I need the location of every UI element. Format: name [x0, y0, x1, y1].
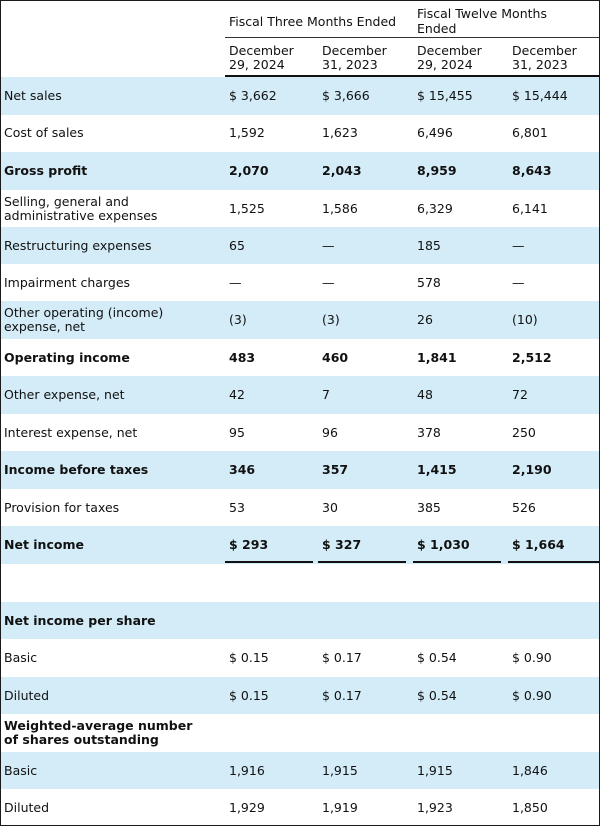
row-value-col-4: $ 0.90: [512, 650, 552, 665]
table-row: [1, 152, 599, 190]
row-value-col-2: 2,043: [322, 163, 362, 178]
row-value-col-2: 1,915: [322, 762, 358, 778]
row-value-col-1: 42: [229, 387, 245, 402]
row-value-col-3: 8,959: [417, 163, 457, 178]
table-row: [1, 190, 599, 227]
row-label: Net income per share: [4, 612, 156, 628]
table-row: [1, 639, 599, 677]
row-label: Selling, general and administrative expenses: [4, 193, 158, 223]
row-label: Other expense, net: [4, 387, 125, 402]
row-label: Weighted-average number of shares outstanding: [4, 718, 193, 747]
row-value-col-3: 6,329: [417, 200, 453, 216]
table-row: [1, 564, 599, 602]
row-value-col-2: 1,586: [322, 200, 358, 216]
row-value-col-1: 1,916: [229, 762, 265, 778]
row-value-col-1: 346: [229, 462, 256, 477]
table-row: [1, 264, 599, 301]
table-row: [1, 414, 599, 451]
row-label: Basic: [4, 650, 38, 665]
row-value-col-3: 1,841: [417, 349, 457, 365]
table-row: [1, 789, 599, 826]
row-value-col-3: 6,496: [417, 125, 453, 140]
row-label: Diluted: [4, 799, 50, 815]
row-label: Income before taxes: [4, 462, 149, 477]
row-label: Interest expense, net: [4, 424, 138, 440]
row-value-col-3: 385: [417, 499, 441, 515]
row-value-col-4: 6,141: [512, 200, 548, 216]
header-group-underline: [225, 37, 599, 38]
row-value-col-4: —: [512, 237, 525, 253]
column-header-3: December 29, 2024: [417, 43, 482, 72]
row-value-col-4: 6,801: [512, 125, 548, 140]
table-row: [1, 77, 599, 115]
row-label: Cost of sales: [4, 125, 84, 140]
row-value-col-2: $ 0.17: [322, 687, 362, 703]
row-value-col-3: 1,415: [417, 462, 457, 477]
row-value-col-4: 2,190: [512, 462, 552, 477]
row-label: Gross profit: [4, 163, 88, 178]
row-value-col-1: —: [229, 274, 242, 290]
row-value-col-1: $ 293: [229, 537, 269, 552]
row-label: Provision for taxes: [4, 499, 120, 515]
row-value-col-3: $ 0.54: [417, 687, 457, 703]
row-value-col-2: —: [322, 237, 335, 253]
row-value-col-4: —: [512, 274, 525, 290]
total-underline: [413, 561, 501, 563]
row-value-col-4: (10): [512, 312, 538, 327]
row-label: Restructuring expenses: [4, 237, 152, 253]
row-value-col-4: 8,643: [512, 163, 552, 178]
table-row: [1, 489, 599, 526]
header-group-twelve-months: Fiscal Twelve Months Ended: [417, 6, 547, 36]
row-value-col-2: 1,919: [322, 799, 358, 815]
row-value-col-4: $ 15,444: [512, 88, 568, 103]
table-row: [1, 115, 599, 151]
row-value-col-2: $ 327: [322, 537, 362, 552]
row-value-col-3: $ 15,455: [417, 88, 473, 103]
row-label: Operating income: [4, 349, 130, 365]
row-value-col-2: 460: [322, 349, 349, 365]
table-row: [1, 376, 599, 414]
table-row: [1, 714, 599, 752]
column-header-1: December 29, 2024: [229, 43, 294, 72]
row-value-col-1: $ 0.15: [229, 687, 269, 703]
row-label: Diluted: [4, 687, 50, 703]
row-value-col-3: 26: [417, 312, 433, 327]
row-value-col-3: 1,923: [417, 799, 453, 815]
row-value-col-3: 1,915: [417, 762, 453, 778]
row-label: Net sales: [4, 88, 62, 103]
row-value-col-2: 30: [322, 499, 338, 515]
row-value-col-4: 2,512: [512, 349, 552, 365]
row-value-col-4: $ 0.90: [512, 687, 552, 703]
table-row: [1, 752, 599, 789]
row-value-col-4: 1,850: [512, 799, 548, 815]
row-value-col-2: 7: [322, 387, 330, 402]
row-value-col-3: 48: [417, 387, 433, 402]
row-value-col-3: $ 0.54: [417, 650, 457, 665]
row-value-col-1: 1,592: [229, 125, 265, 140]
table-row: [1, 677, 599, 714]
row-value-col-3: 578: [417, 274, 441, 290]
row-value-col-4: 526: [512, 499, 536, 515]
table-row: [1, 526, 599, 564]
row-value-col-3: 378: [417, 424, 441, 440]
row-value-col-2: (3): [322, 312, 340, 327]
total-underline: [225, 561, 313, 563]
row-value-col-1: 2,070: [229, 163, 269, 178]
row-label: Basic: [4, 762, 38, 778]
column-header-2: December 31, 2023: [322, 43, 387, 72]
row-value-col-4: $ 1,664: [512, 537, 565, 552]
row-value-col-2: $ 3,666: [322, 88, 370, 103]
row-value-col-2: 357: [322, 462, 349, 477]
row-value-col-1: 1,525: [229, 200, 265, 216]
row-label: Net income: [4, 537, 84, 552]
row-label: Impairment charges: [4, 274, 131, 290]
row-value-col-1: 53: [229, 499, 245, 515]
table-row: [1, 602, 599, 639]
row-value-col-1: 95: [229, 424, 245, 440]
table-row: [1, 339, 599, 376]
row-value-col-3: $ 1,030: [417, 537, 470, 552]
row-value-col-1: $ 3,662: [229, 88, 277, 103]
table-row: [1, 451, 599, 489]
row-value-col-3: 185: [417, 237, 441, 253]
row-value-col-1: $ 0.15: [229, 650, 269, 665]
row-value-col-2: 96: [322, 424, 338, 440]
row-value-col-2: 1,623: [322, 125, 358, 140]
column-header-4: December 31, 2023: [512, 43, 577, 72]
table-row: [1, 227, 599, 264]
row-value-col-1: 483: [229, 349, 256, 365]
row-value-col-2: $ 0.17: [322, 650, 362, 665]
total-underline: [508, 561, 599, 563]
row-value-col-1: (3): [229, 312, 247, 327]
row-value-col-4: 250: [512, 424, 536, 440]
total-underline: [318, 561, 406, 563]
row-value-col-4: 1,846: [512, 762, 548, 778]
table-row: [1, 301, 599, 339]
header-group-three-months: Fiscal Three Months Ended: [229, 14, 397, 29]
row-value-col-4: 72: [512, 387, 528, 402]
row-value-col-1: 65: [229, 237, 245, 253]
row-label: Other operating (income) expense, net: [4, 305, 164, 334]
row-value-col-1: 1,929: [229, 799, 265, 815]
row-value-col-2: —: [322, 274, 335, 290]
